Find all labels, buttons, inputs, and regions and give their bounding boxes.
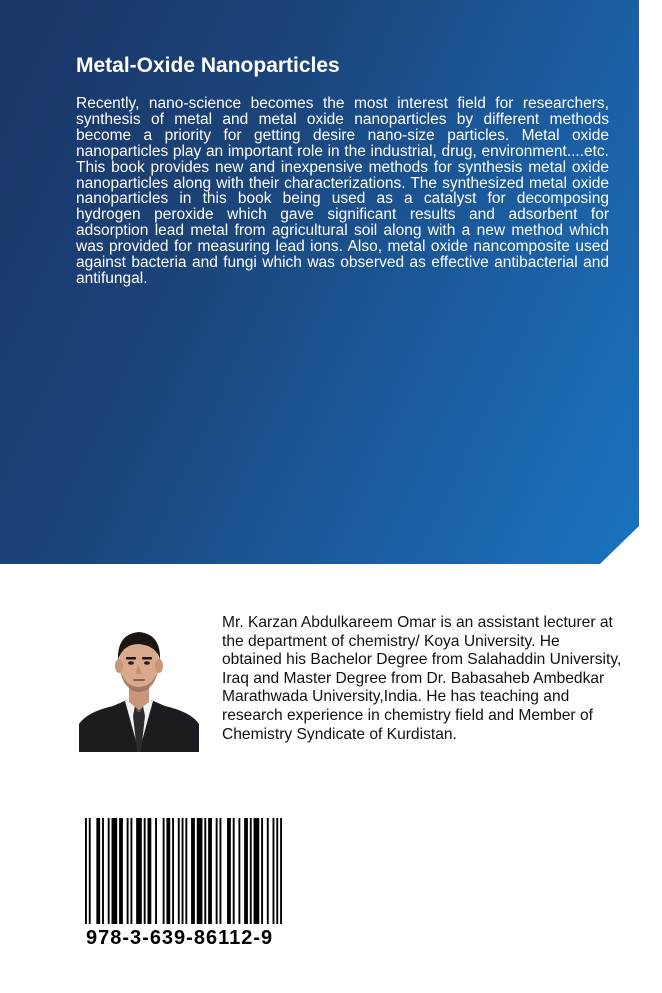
- barcode-bar: [96, 818, 100, 924]
- book-blurb: Recently, nano-science becomes the most interest field for researchers, synthesis of metal and metal oxide nanoparticles by different methods become a priority for getting desire nano-size particles. Metal oxide nanoparticles play an important role in the industrial, drug, environment....etc. This book provides new and inexpensive methods for synthesis metal oxide nanoparticles along with their characterizations. The synthesized metal oxide nanoparticles in this book being used as a catalyst for decomposing hydrogen peroxide which gave significant results and adsorbent for adsorption lead metal from agricultural soil along with a new method which was provided for measuring lead ions. Also, metal oxide nancomposite used against bacteria and fungi which was observed as effective antibacterial and antifungal.: [76, 95, 609, 287]
- barcode-bar: [244, 818, 248, 924]
- barcode-bar: [280, 818, 282, 924]
- barcode-bar: [276, 818, 278, 924]
- isbn-barcode: [85, 818, 282, 924]
- author-bio: Mr. Karzan Abdulkareem Omar is an assistant lecturer at the department of chemistry/ Koya University. He obtained his Bachelor Degree from Salahaddin University, Iraq and Master Degree from Dr. Babasaheb Ambedkar Marathwada University,India. He has teaching and research experience in chemistry field and Member of Chemistry Syndicate of Kurdistan.: [222, 614, 622, 743]
- barcode-bar: [178, 818, 180, 924]
- barcode-bar: [216, 818, 218, 924]
- barcode-bar: [227, 818, 231, 924]
- barcode-bar: [261, 818, 263, 924]
- barcode-bar: [233, 818, 235, 924]
- barcode-bar: [166, 818, 170, 924]
- barcode-bar: [108, 818, 110, 924]
- barcode-bar: [172, 818, 174, 924]
- barcode-bar: [148, 818, 152, 924]
- barcode-bar: [204, 818, 206, 924]
- barcode-bar: [144, 818, 146, 924]
- barcode-bar: [85, 818, 87, 924]
- barcode-bar: [185, 818, 187, 924]
- barcode-bar: [182, 818, 184, 924]
- barcode-bar: [219, 818, 221, 924]
- barcode-bar: [127, 818, 129, 924]
- barcode-bar: [89, 818, 91, 924]
- isbn-number: 978-3-639-86112-9: [86, 927, 274, 949]
- barcode-bar: [130, 818, 132, 924]
- barcode-bar: [136, 818, 142, 924]
- barcode-bar: [163, 818, 165, 924]
- barcode-bar: [273, 818, 275, 924]
- barcode-bar: [254, 818, 260, 924]
- barcode-bar: [267, 818, 269, 924]
- book-title: Metal-Oxide Nanoparticles: [76, 54, 340, 77]
- author-photo: [79, 620, 199, 752]
- barcode-bar: [102, 818, 104, 924]
- barcode-bar: [155, 818, 157, 924]
- barcode-bar: [238, 818, 240, 924]
- barcode-bar: [119, 818, 123, 924]
- barcode-bar: [250, 818, 252, 924]
- barcode-bar: [197, 818, 203, 924]
- barcode-bar: [208, 818, 212, 924]
- author-portrait-image: [79, 620, 199, 752]
- barcode-bar: [191, 818, 195, 924]
- barcode-bar: [112, 818, 118, 924]
